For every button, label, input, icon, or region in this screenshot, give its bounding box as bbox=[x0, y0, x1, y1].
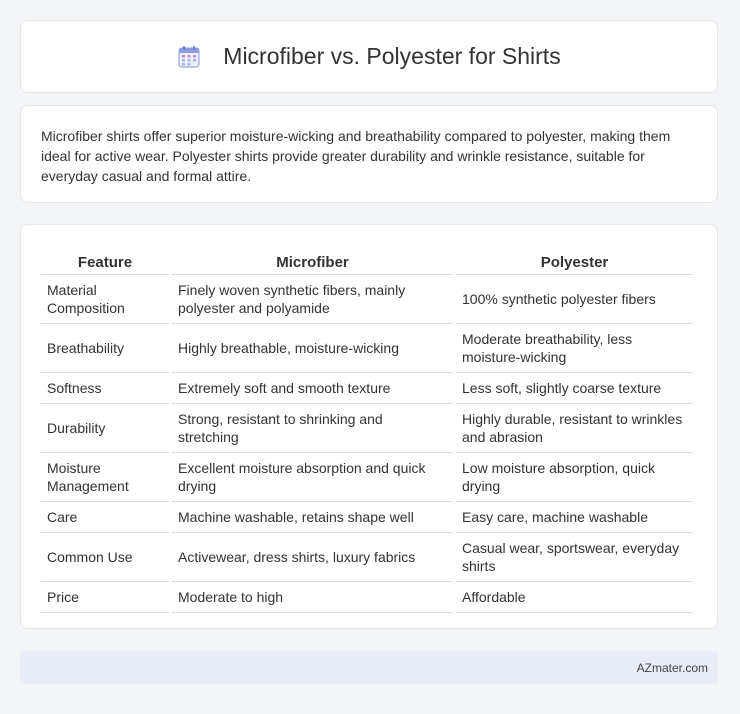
table-row bbox=[41, 582, 693, 613]
feature-cell: Durability bbox=[41, 404, 169, 453]
table-row bbox=[41, 373, 693, 404]
footer-brand[interactable]: AZmater.com bbox=[636, 660, 708, 675]
microfiber-cell: Moderate to high bbox=[172, 582, 453, 613]
column-header-microfiber: Microfiber bbox=[172, 245, 453, 275]
column-header-feature: Feature bbox=[41, 245, 169, 275]
feature-cell: Price bbox=[41, 582, 169, 613]
polyester-cell: Highly durable, resistant to wrinkles and abrasion bbox=[456, 404, 693, 453]
calendar-icon bbox=[177, 45, 201, 69]
table-row bbox=[41, 275, 693, 324]
feature-cell: Material Composition bbox=[41, 275, 169, 324]
polyester-cell: Moderate breathability, less moisture-wicking bbox=[456, 324, 693, 373]
polyester-cell: Less soft, slightly coarse texture bbox=[456, 373, 693, 404]
feature-cell: Breathability bbox=[41, 324, 169, 373]
table-row bbox=[41, 404, 693, 453]
table-header-row bbox=[41, 245, 693, 275]
table-row bbox=[41, 502, 693, 533]
comparison-card bbox=[20, 224, 718, 629]
page-title: Microfiber vs. Polyester for Shirts bbox=[223, 43, 561, 69]
microfiber-cell: Strong, resistant to shrinking and stretching bbox=[172, 404, 453, 453]
column-header-polyester: Polyester bbox=[456, 245, 693, 275]
title-row bbox=[177, 43, 560, 70]
polyester-cell: Easy care, machine washable bbox=[456, 502, 693, 533]
footer-bar bbox=[20, 651, 718, 684]
polyester-cell: 100% synthetic polyester fibers bbox=[456, 275, 693, 324]
table-row bbox=[41, 453, 693, 502]
feature-cell: Softness bbox=[41, 373, 169, 404]
microfiber-cell: Finely woven synthetic fibers, mainly polyester and polyamide bbox=[172, 275, 453, 324]
microfiber-cell: Excellent moisture absorption and quick drying bbox=[172, 453, 453, 502]
summary-card bbox=[20, 105, 718, 203]
title-card bbox=[20, 20, 718, 93]
microfiber-cell: Extremely soft and smooth texture bbox=[172, 373, 453, 404]
microfiber-cell: Activewear, dress shirts, luxury fabrics bbox=[172, 533, 453, 582]
polyester-cell: Affordable bbox=[456, 582, 693, 613]
feature-cell: Care bbox=[41, 502, 169, 533]
comparison-table bbox=[38, 245, 696, 613]
polyester-cell: Low moisture absorption, quick drying bbox=[456, 453, 693, 502]
polyester-cell: Casual wear, sportswear, everyday shirts bbox=[456, 533, 693, 582]
table-row bbox=[41, 533, 693, 582]
feature-cell: Common Use bbox=[41, 533, 169, 582]
table-row bbox=[41, 324, 693, 373]
microfiber-cell: Machine washable, retains shape well bbox=[172, 502, 453, 533]
feature-cell: Moisture Management bbox=[41, 453, 169, 502]
summary-text: Microfiber shirts offer superior moisture-wicking and breathability compared to polyester, making them ideal for active wear. Polyester shirts provide greater durability and wrinkle resistance, suitable for everyday casual and formal attire. bbox=[41, 128, 671, 184]
microfiber-cell: Highly breathable, moisture-wicking bbox=[172, 324, 453, 373]
